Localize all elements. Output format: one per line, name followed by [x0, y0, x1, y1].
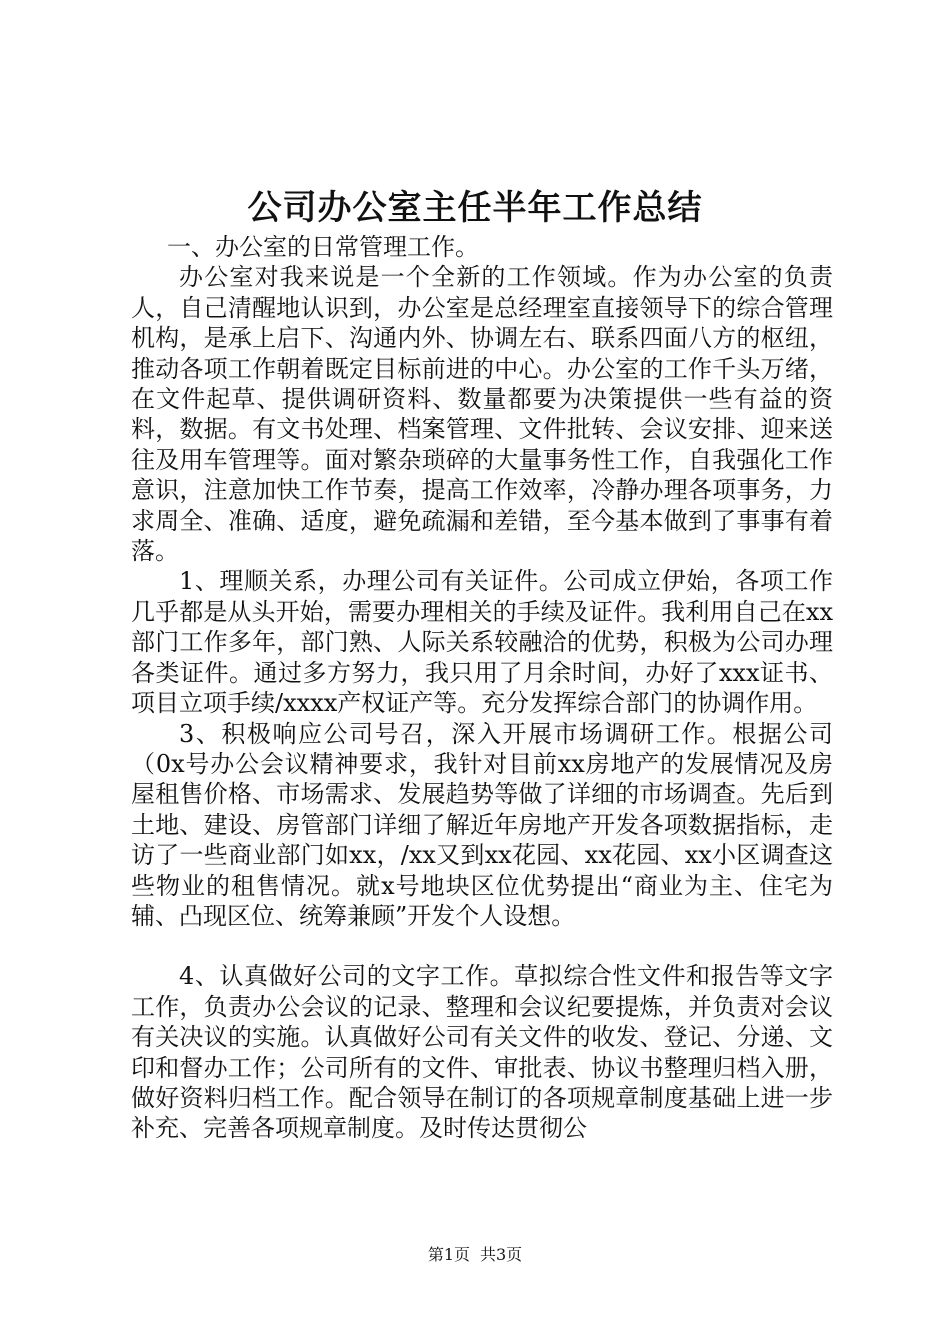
paragraph-item-4: 4、认真做好公司的文字工作。草拟综合性文件和报告等文字工作，负责办公会议的记录、整理和会议纪要提炼，并负责对会议有关决议的实施。认真做好公司有关文件的收发、登记、分递、文印和督办工作；公司所有的文件、审批表、协议书整理归档入册，做好资料归档工作。配合领导在制订的各项规章制度基础上进一步补充、完善各项规章制度。及时传达贯彻公 — [131, 962, 833, 1143]
page-number: 第1页 — [427, 1245, 470, 1264]
page-total: 共3页 — [480, 1245, 523, 1264]
document-body — [131, 232, 833, 1144]
paragraph-item-1: 1、理顺关系，办理公司有关证件。公司成立伊始，各项工作几乎都是从头开始，需要办理相关的手续及证件。我利用自己在xx部门工作多年，部门熟、人际关系较融洽的优势，积极为公司办理各类证件。通过多方努力，我只用了月余时间，办好了xxx证书、项目立项手续/xxxx产权证产等。充分发挥综合部门的协调作用。 — [131, 567, 833, 718]
section-heading: 一、办公室的日常管理工作。 — [167, 233, 479, 261]
page-footer — [0, 1244, 950, 1266]
document-title: 公司办公室主任半年工作总结 — [247, 188, 703, 228]
paragraph-intro: 办公室对我来说是一个全新的工作领域。作为办公室的负责人，自己清醒地认识到，办公室是总经理室直接领导下的综合管理机构，是承上启下、沟通内外、协调左右、联系四面八方的枢纽，推动各项工作朝着既定目标前进的中心。办公室的工作千头万绪，在文件起草、提供调研资料、数量都要为决策提供一些有益的资料，数据。有文书处理、档案管理、文件批转、会议安排、迎来送往及用车管理等。面对繁杂琐碎的大量事务性工作，自我强化工作意识，注意加快工作节奏，提高工作效率，冷静办理各项事务，力求周全、准确、适度，避免疏漏和差错，至今基本做到了事事有着落。 — [131, 263, 833, 566]
paragraph-item-3: 3、积极响应公司号召，深入开展市场调研工作。根据公司（0x号办公会议精神要求，我针对目前xx房地产的发展情况及房屋租售价格、市场需求、发展趋势等做了详细的市场调查。先后到土地、建设、房管部门详细了解近年房地产开发各项数据指标，走访了一些商业部门如xx，/xx又到xx花园、xx花园、xx小区调查这些物业的租售情况。就x号地块区位优势提出“商业为主、住宅为辅、凸现区位、统筹兼顾”开发个人设想。 — [131, 719, 833, 930]
